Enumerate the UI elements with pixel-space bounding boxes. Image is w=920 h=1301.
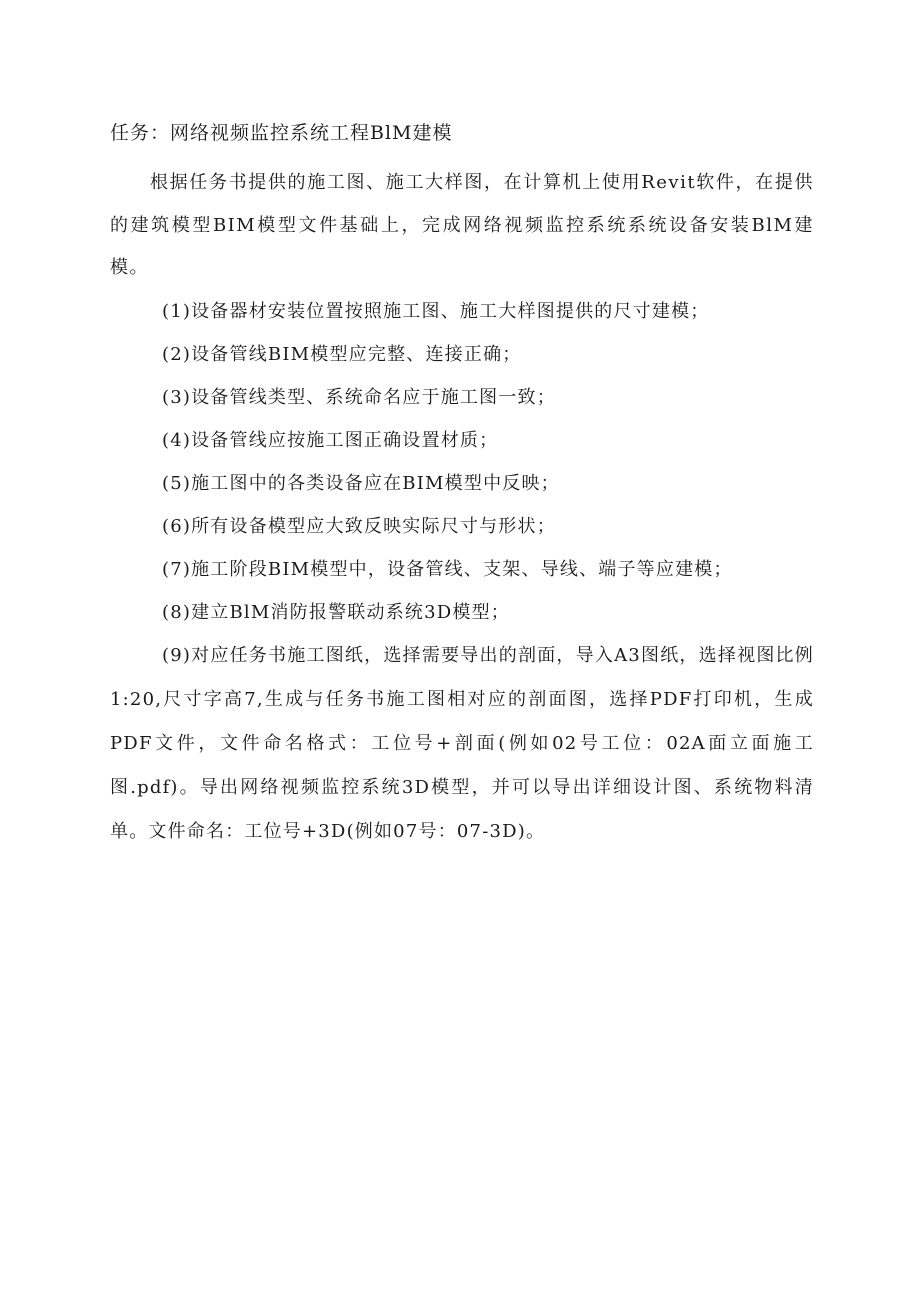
intro-paragraph: 根据任务书提供的施工图、施工大样图，在计算机上使用Revit软件，在提供的建筑模型BIM模型文件基础上，完成网络视频监控系统系统设备安装BlM建模。 — [110, 172, 814, 278]
requirement-list — [110, 290, 814, 854]
requirement-item-4: (4)设备管线应按施工图正确设置材质； — [162, 429, 499, 451]
requirement-item-1: (1)设备器材安装位置按照施工图、施工大样图提供的尺寸建模； — [162, 300, 710, 322]
requirement-item-9: (9)对应任务书施工图纸，选择需要导出的剖面，导入A3图纸，选择视图比例1:20,尺寸字高7,生成与任务书施工图相对应的剖面图，选择PDF打印机，生成PDF文件，文件命名格式：工位号+剖面(例如02号工位：02A面立面施工图.pdf)。导出网络视频监控系统3D模型，并可以导出详细设计图、系统物料清单。文件命名：工位号+3D(例如07号：07-3D)。 — [110, 644, 814, 842]
requirement-item-6: (6)所有设备模型应大致反映实际尺寸与形状； — [162, 515, 556, 537]
task-title: 任务：网络视频监控系统工程BlM建模 — [110, 122, 453, 144]
requirement-item-7: (7)施工阶段BIM模型中，设备管线、支架、导线、端子等应建模； — [162, 558, 733, 580]
requirement-item-8: (8)建立BlM消防报警联动系统3D模型； — [162, 601, 510, 623]
requirement-item-3: (3)设备管线类型、系统命名应于施工图一致； — [162, 386, 556, 408]
requirement-item-5: (5)施工图中的各类设备应在BIM模型中反映； — [162, 472, 560, 494]
requirement-item-2: (2)设备管线BIM模型应完整、连接正确； — [162, 343, 522, 365]
document-body — [110, 118, 814, 854]
